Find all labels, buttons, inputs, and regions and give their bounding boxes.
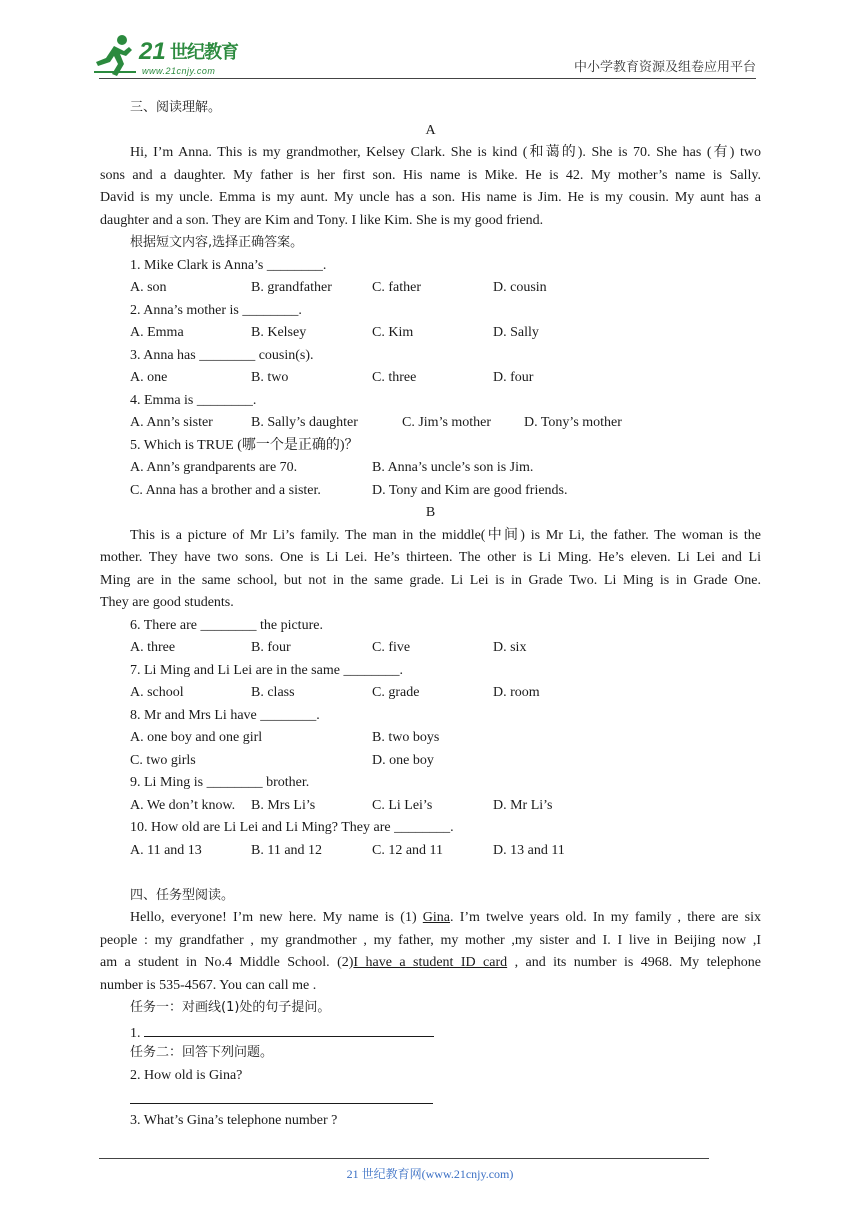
option: D. Tony and Kim are good friends. bbox=[372, 482, 568, 498]
passage-a-line: daughter and a son. They are Kim and Tony. I like Kim. She is my good friend. bbox=[100, 212, 544, 228]
passage-b-line: They are good students. bbox=[100, 595, 234, 610]
question: 9. Li Ming is ________ brother. bbox=[130, 775, 310, 790]
passage-a-line: David is my uncle. Emma is my aunt. My uncle has a son. His name is Jim. He is my cousin. My aunt has a bbox=[100, 190, 761, 205]
option-row bbox=[100, 750, 761, 773]
question: 6. There are ________ the picture. bbox=[130, 617, 323, 633]
passage-b-line: This is a picture of Mr Li’s family. The man in the middle(中间) is Mr Li, the father. The woman is the bbox=[130, 527, 761, 543]
option-row bbox=[100, 840, 761, 863]
logo-number: 21 bbox=[139, 38, 166, 65]
passage-line: number is 535-4567. You can call me . bbox=[100, 977, 317, 993]
option: B. Anna’s uncle’s son is Jim. bbox=[372, 460, 534, 475]
option: C. father bbox=[372, 280, 421, 295]
option: A. son bbox=[130, 280, 167, 295]
option: D. 13 and 11 bbox=[493, 842, 565, 858]
footer-text: 21 世纪教育网(www.21cnjy.com) bbox=[346, 1167, 514, 1181]
task-label: 任务二：回答下列问题。 bbox=[130, 1045, 274, 1060]
option: B. Mrs Li’s bbox=[251, 797, 316, 813]
option: D. Tony’s mother bbox=[524, 415, 622, 430]
passage-a-line: Hi, I’m Anna. This is my grandmother, Kelsey Clark. She is kind (和蔼的). She is 70. She has (有) two bbox=[130, 145, 761, 160]
passage-b-label: B bbox=[425, 505, 436, 520]
text-span: . I’m twelve years old. In my family , there are six bbox=[450, 910, 762, 925]
document-body bbox=[100, 97, 761, 1132]
question: 7. Li Ming and Li Lei are in the same ________. bbox=[130, 662, 403, 678]
option: D. six bbox=[493, 640, 527, 655]
option: D. Mr Li’s bbox=[493, 797, 553, 813]
option-row bbox=[100, 322, 761, 345]
option-row bbox=[100, 277, 761, 300]
option: C. Li Lei’s bbox=[372, 797, 433, 813]
option: B. four bbox=[251, 640, 291, 655]
option: A. three bbox=[130, 640, 176, 655]
option: D. Sally bbox=[493, 325, 539, 340]
text-span: Hello, everyone! I’m new here. My name is (1) bbox=[130, 910, 423, 925]
text-span: , and its number is 4968. My telephone bbox=[507, 955, 761, 970]
option: A. Ann’s sister bbox=[130, 415, 213, 430]
task-label: 任务一：对画线(1)处的句子提问。 bbox=[130, 1000, 331, 1015]
question: 5. Which is TRUE (哪一个是正确的)？ bbox=[130, 437, 359, 453]
option: B. 11 and 12 bbox=[251, 842, 323, 858]
question: 10. How old are Li Lei and Li Ming? They are ________. bbox=[130, 820, 454, 835]
question: 8. Mr and Mrs Li have ________. bbox=[130, 707, 320, 723]
header-divider bbox=[99, 78, 756, 79]
option: C. Kim bbox=[372, 325, 414, 340]
section-title: 四、任务型阅读。 bbox=[130, 887, 235, 903]
question: 3. Anna has ________ cousin(s). bbox=[130, 347, 314, 363]
passage-line bbox=[100, 907, 761, 930]
question: 2. How old is Gina? bbox=[130, 1067, 243, 1083]
option-row bbox=[100, 682, 761, 705]
option: B. two bbox=[251, 370, 289, 385]
option: C. Jim’s mother bbox=[402, 415, 492, 430]
option-row bbox=[100, 480, 761, 503]
option-row bbox=[100, 637, 761, 660]
option: B. two boys bbox=[372, 730, 440, 745]
passage-b-line: Ming are in the same school, but not in the same grade. Li Lei is in Grade Two. Li Ming is in Grade One. bbox=[100, 572, 761, 588]
answer-blank[interactable] bbox=[130, 1087, 433, 1104]
page-header bbox=[0, 0, 860, 80]
question: 1. Mike Clark is Anna’s ________. bbox=[130, 257, 327, 273]
option: A. Ann’s grandparents are 70. bbox=[130, 460, 298, 475]
option: C. Anna has a brother and a sister. bbox=[130, 482, 321, 498]
runner-icon bbox=[92, 32, 138, 78]
option-row bbox=[100, 412, 761, 435]
option: C. grade bbox=[372, 685, 420, 700]
option: D. room bbox=[493, 685, 540, 700]
option: C. three bbox=[372, 370, 417, 385]
question: 3. What’s Gina’s telephone number ? bbox=[130, 1112, 338, 1128]
option: A. school bbox=[130, 685, 184, 700]
option: D. cousin bbox=[493, 280, 547, 295]
option-row bbox=[100, 727, 761, 750]
logo bbox=[92, 32, 262, 80]
option: A. Emma bbox=[130, 325, 184, 340]
question: 4. Emma is ________. bbox=[130, 392, 257, 408]
question: 2. Anna’s mother is ________. bbox=[130, 302, 302, 318]
option: D. four bbox=[493, 370, 534, 385]
option-row bbox=[100, 367, 761, 390]
question-number: 1. bbox=[130, 1025, 141, 1041]
spacer bbox=[100, 862, 761, 885]
passage-b-line: mother. They have two sons. One is Li Lei. He’s thirteen. The other is Li Ming. He’s eleven. Li Lei and Li bbox=[100, 550, 761, 565]
logo-text: 世纪教育 bbox=[170, 42, 238, 63]
passage-line bbox=[100, 952, 761, 975]
option: B. class bbox=[251, 685, 295, 700]
option: C. 12 and 11 bbox=[372, 842, 444, 858]
option: D. one boy bbox=[372, 752, 434, 768]
option-row bbox=[100, 795, 761, 818]
option-row bbox=[100, 457, 761, 480]
underlined-name: Gina bbox=[422, 910, 451, 925]
passage-a-line: sons and a daughter. My father is her first son. His name is Mike. He is 42. My mother’s name is Sally. bbox=[100, 167, 761, 183]
underlined-sentence: I have a student ID card bbox=[353, 955, 508, 970]
option: C. two girls bbox=[130, 752, 196, 768]
answer-line bbox=[100, 1020, 761, 1043]
option: A. 11 and 13 bbox=[130, 842, 202, 858]
text-span: am a student in No.4 Middle School. (2) bbox=[100, 955, 354, 970]
option: C. five bbox=[372, 640, 411, 655]
logo-url: www.21cnjy.com bbox=[142, 66, 216, 76]
option: A. one boy and one girl bbox=[130, 730, 263, 745]
answer-line bbox=[100, 1087, 761, 1110]
passage-a-label: A bbox=[425, 122, 436, 138]
option: B. Sally’s daughter bbox=[251, 415, 358, 430]
option: A. one bbox=[130, 370, 168, 385]
section-title: 三、阅读理解。 bbox=[130, 100, 222, 115]
footer-divider bbox=[99, 1158, 709, 1159]
option: B. grandfather bbox=[251, 280, 332, 295]
passage-line: people : my grandfather , my grandmother , my father, my mother ,my sister and I. I live in Beijing now ,I bbox=[100, 932, 761, 948]
option: B. Kelsey bbox=[251, 325, 307, 340]
instruction: 根据短文内容,选择正确答案。 bbox=[130, 235, 304, 250]
answer-blank[interactable] bbox=[144, 1020, 434, 1037]
header-platform-text: 中小学教育资源及组卷应用平台 bbox=[573, 60, 756, 75]
option: A. We don’t know. bbox=[130, 797, 236, 813]
